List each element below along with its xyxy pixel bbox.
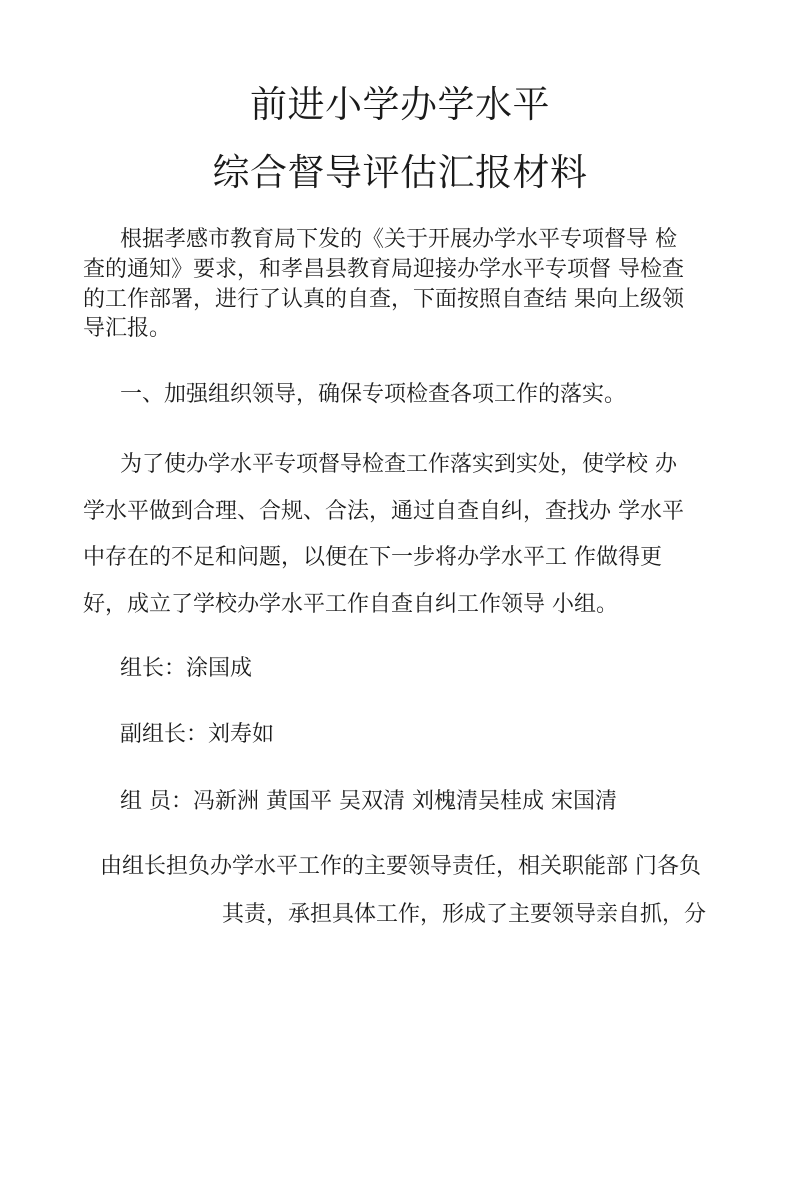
- section-1-line-3: 中存在的不足和问题，以便在下一步将办学水平工 作做得更: [83, 545, 662, 570]
- responsibility-line-1: 由组长担负办学水平工作的主要领导责任，相关职能部 门各负: [100, 854, 701, 879]
- section-1-line-1: 为了使办学水平专项督导检查工作落实到实处，使学校 办: [120, 452, 677, 477]
- intro-line-1: 根据孝感市教育局下发的《关于开展办学水平专项督导 检: [120, 227, 677, 252]
- intro-line-4: 导汇报。: [83, 316, 172, 341]
- section-1-heading: 一、加强组织领导，确保专项检查各项工作的落实。: [120, 382, 627, 407]
- deputy-group-leader: 副组长：刘寿如: [120, 722, 275, 747]
- intro-line-3: 的工作部署，进行了认真的自查，下面按照自查结 果向上级领: [83, 287, 684, 312]
- section-1-line-2: 学水平做到合理、合规、合法，通过自查自纠，查找办 学水平: [83, 499, 684, 524]
- intro-line-2: 查的通知》要求，和孝昌县教育局迎接办学水平专项督 导检查: [83, 257, 684, 282]
- document-title-line-1: 前进小学办学水平: [250, 83, 550, 126]
- group-members: 组 员：冯新洲 黄国平 吴双清 刘槐清吴桂成 宋国清: [120, 789, 617, 814]
- group-leader: 组长：涂国成: [120, 656, 253, 681]
- document-title-line-2: 综合督导评估汇报材料: [212, 151, 588, 194]
- section-1-line-4: 好，成立了学校办学水平工作自查自纠工作领导 小组。: [83, 592, 618, 617]
- responsibility-line-2: 其责，承担具体工作，形成了主要领导亲自抓，分: [222, 902, 707, 927]
